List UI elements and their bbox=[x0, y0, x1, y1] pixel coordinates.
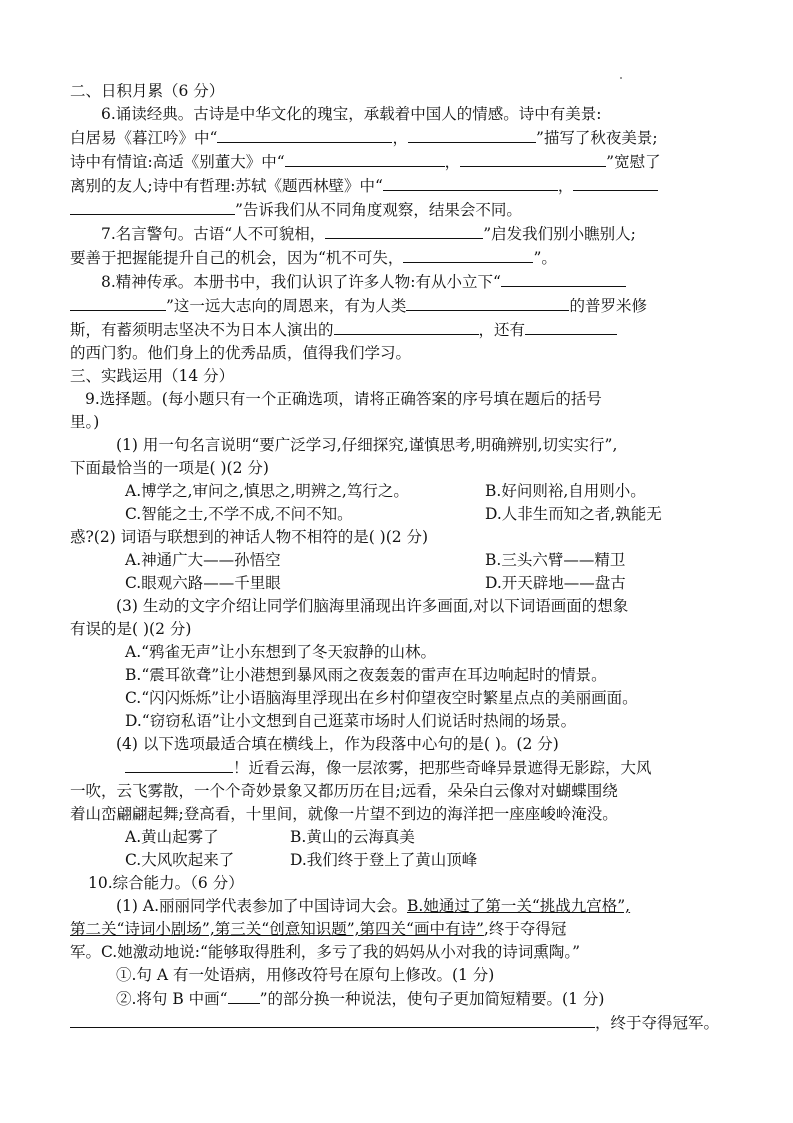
q8-text: 8.精神传承。本册书中，我们认识了许多人物:有从小立下“ bbox=[101, 273, 501, 291]
answer-blank[interactable] bbox=[406, 294, 569, 311]
q6-text: 白居易《暮江吟》中“ bbox=[70, 129, 218, 147]
answer-blank[interactable] bbox=[408, 126, 536, 143]
q10-text: ”的部分换一种说法，使句子更加简短精要。(1 分) bbox=[259, 990, 605, 1008]
q10-text: ,终于夺得冠 bbox=[483, 920, 567, 938]
answer-blank[interactable] bbox=[325, 222, 483, 239]
q7-text: ”。 bbox=[533, 249, 557, 267]
q6-line-1: 6.诵读经典。古诗是中华文化的瑰宝，承载着中国人的情感。诗中有美景: bbox=[101, 105, 602, 123]
option-d[interactable]: D.我们终于登上了黄山顶峰 bbox=[290, 851, 478, 869]
q6-text: ， bbox=[444, 153, 461, 171]
answer-blank[interactable] bbox=[125, 756, 233, 773]
q8-line-1 bbox=[70, 270, 733, 294]
q9-1-options-ab bbox=[70, 480, 733, 503]
q9-1-stem: (1) 用一句名言说明“要广泛学习,仔细探究,谨慎思考,明确辨别,切实实行”, bbox=[116, 436, 618, 454]
underlined-sentence-b: 第二关“诗词小剧场”,第三关“创意知识题”,第四关“画中有诗” bbox=[70, 920, 484, 938]
q6-line-2 bbox=[70, 126, 733, 150]
answer-blank[interactable] bbox=[70, 1011, 595, 1028]
q6-text: ， bbox=[392, 129, 408, 147]
option-d[interactable]: D.开天辟地——盘古 bbox=[485, 574, 626, 592]
q7-text: 7.名言警句。古语“人不可貌相， bbox=[101, 225, 326, 243]
q6-text: ”告诉我们从不同角度观察，结果会不同。 bbox=[235, 201, 522, 219]
q8-text: ，还有 bbox=[478, 321, 526, 339]
passage-text: ！近看云海，像一层浓雾，把那些奇峰异景遮得无影踪，大风 bbox=[233, 759, 652, 777]
underline-sample bbox=[228, 987, 260, 1004]
q9-2-options-ab bbox=[70, 549, 733, 572]
q10-line-1 bbox=[70, 895, 733, 918]
answer-blank[interactable] bbox=[460, 150, 606, 167]
q6-text: ”描写了秋夜美景; bbox=[535, 129, 658, 147]
answer-blank[interactable] bbox=[70, 294, 166, 311]
q8-line-3 bbox=[70, 318, 733, 342]
option-b[interactable]: B.三头六臂——精卫 bbox=[485, 551, 626, 569]
answer-blank[interactable] bbox=[501, 270, 626, 287]
answer-blank[interactable] bbox=[70, 198, 235, 215]
option-a[interactable]: A.博学之,审问之,慎思之,明辨之,笃行之。 bbox=[125, 482, 409, 500]
q9-4-options-ab bbox=[70, 826, 733, 849]
q9-2-stem: 惑?(2) 词语与联想到的神话人物不相符的是( )(2 分) bbox=[70, 528, 429, 546]
option-a[interactable]: A.“鸦雀无声”让小东想到了冬天寂静的山林。 bbox=[125, 643, 436, 661]
q8-text: 斯，有蓄须明志坚决不为日本人演出的 bbox=[70, 321, 334, 339]
option-b[interactable]: B.黄山的云海真美 bbox=[290, 828, 415, 846]
q10-text: ②.将句 B 中画“ bbox=[116, 990, 228, 1008]
q7-line-2 bbox=[70, 246, 733, 270]
section-title-accumulation: 二、日积月累（6 分） bbox=[70, 82, 225, 100]
q10-sub-1: ①.句 A 有一处语病，用修改符号在原句上修改。(1 分) bbox=[116, 966, 495, 984]
option-a[interactable]: A.神通广大——孙悟空 bbox=[125, 551, 281, 569]
scan-speck bbox=[620, 77, 622, 79]
section-title-practice: 三、实践运用（14 分） bbox=[70, 367, 235, 385]
q6-text: 离别的友人;诗中有哲理:苏轼《题西林壁》中“ bbox=[70, 177, 383, 195]
option-c[interactable]: C.眼观六路——千里眼 bbox=[125, 574, 281, 592]
q9-line-1: 9.选择题。(每小题只有一个正确选项，请将正确答案的序号填在题后的括号 bbox=[85, 390, 602, 408]
option-b[interactable]: B.好问则裕,自用则小。 bbox=[485, 482, 646, 500]
q6-text: ， bbox=[557, 177, 574, 195]
option-a[interactable]: A.黄山起雾了 bbox=[125, 828, 219, 846]
q7-text: ”启发我们别小瞧别人; bbox=[483, 225, 636, 243]
answer-blank[interactable] bbox=[573, 174, 658, 191]
option-d[interactable]: D.人非生而知之者,孰能无 bbox=[485, 505, 662, 523]
q10-text: ，终于夺得冠军。 bbox=[595, 1014, 720, 1032]
option-b[interactable]: B.“震耳欲聋”让小港想到暴风雨之夜轰轰的雷声在耳边响起时的情景。 bbox=[125, 666, 607, 684]
q10-line-3: 军。C.她激动地说:“能够取得胜利，多亏了我的妈妈从小对我的诗词熏陶。” bbox=[70, 943, 581, 961]
q9-line-2: 里。) bbox=[70, 413, 100, 431]
q6-text: ”宽慰了 bbox=[606, 153, 661, 171]
option-c[interactable]: C.“闪闪烁烁”让小语脑海里浮现出在乡村仰望夜空时繁星点点的美丽画面。 bbox=[125, 689, 638, 707]
q10-text: (1) A.丽丽同学代表参加了中国诗词大会。 bbox=[116, 897, 408, 915]
q10-sub-2 bbox=[70, 987, 733, 1011]
q9-1-stem-2: 下面最恰当的一项是( )(2 分) bbox=[70, 459, 269, 477]
q9-3-stem-2: 有误的是( )(2 分) bbox=[70, 620, 192, 638]
q8-line-4: 的西门豹。他们身上的优秀品质，值得我们学习。 bbox=[70, 344, 412, 362]
q9-3-stem: (3) 生动的文字介绍让同学们脑海里涌现出许多画面,对以下词语画面的想象 bbox=[116, 597, 629, 615]
q8-line-2 bbox=[70, 294, 733, 318]
option-d[interactable]: D.“窃窃私语”让小文想到自己逛菜市场时人们说话时热闹的场景。 bbox=[125, 712, 577, 730]
q9-4-options-cd bbox=[70, 849, 733, 872]
q9-2-options-cd bbox=[70, 572, 733, 595]
q9-4-stem: (4) 以下选项最适合填在横线上，作为段落中心句的是( )。(2 分) bbox=[116, 735, 559, 753]
answer-blank[interactable] bbox=[217, 126, 392, 143]
q7-line-1 bbox=[70, 222, 733, 246]
q9-1-options-cd bbox=[70, 503, 733, 526]
q8-text: 的普罗米修 bbox=[569, 297, 647, 315]
q8-text: ”这一远大志向的周恩来，有为人类 bbox=[166, 297, 407, 315]
q6-text: 诗中有情谊:高适《别董大》中“ bbox=[70, 153, 285, 171]
q6-line-5 bbox=[70, 198, 733, 222]
q9-4-passage-2: 一吹，云飞雾散，一个个奇妙景象又都历历在目;远看，朵朵白云像对对蝴蝶围绕 bbox=[70, 782, 618, 800]
option-c[interactable]: C.大风吹起来了 bbox=[125, 851, 235, 869]
q7-text: 要善于把握能提升自己的机会，因为“机不可失， bbox=[70, 249, 404, 267]
q6-line-4 bbox=[70, 174, 733, 198]
underlined-sentence-b: B.她通过了第一关“挑战九宫格”, bbox=[407, 897, 631, 915]
q9-4-passage-1 bbox=[70, 756, 733, 780]
answer-blank[interactable] bbox=[334, 318, 479, 335]
q10-title: 10.综合能力。（6 分） bbox=[88, 874, 244, 892]
q6-line-3 bbox=[70, 150, 733, 174]
option-c[interactable]: C.智能之士,不学不成,不问不知。 bbox=[125, 505, 353, 523]
answer-blank[interactable] bbox=[383, 174, 558, 191]
answer-blank[interactable] bbox=[285, 150, 445, 167]
answer-blank[interactable] bbox=[403, 246, 533, 263]
q10-line-2 bbox=[70, 918, 733, 941]
answer-blank[interactable] bbox=[525, 318, 617, 335]
q9-4-passage-3: 着山峦翩翩起舞;登高看，十里间，就像一片望不到边的海洋把一座座峻岭淹没。 bbox=[70, 805, 618, 823]
q10-answer-line bbox=[70, 1011, 733, 1035]
